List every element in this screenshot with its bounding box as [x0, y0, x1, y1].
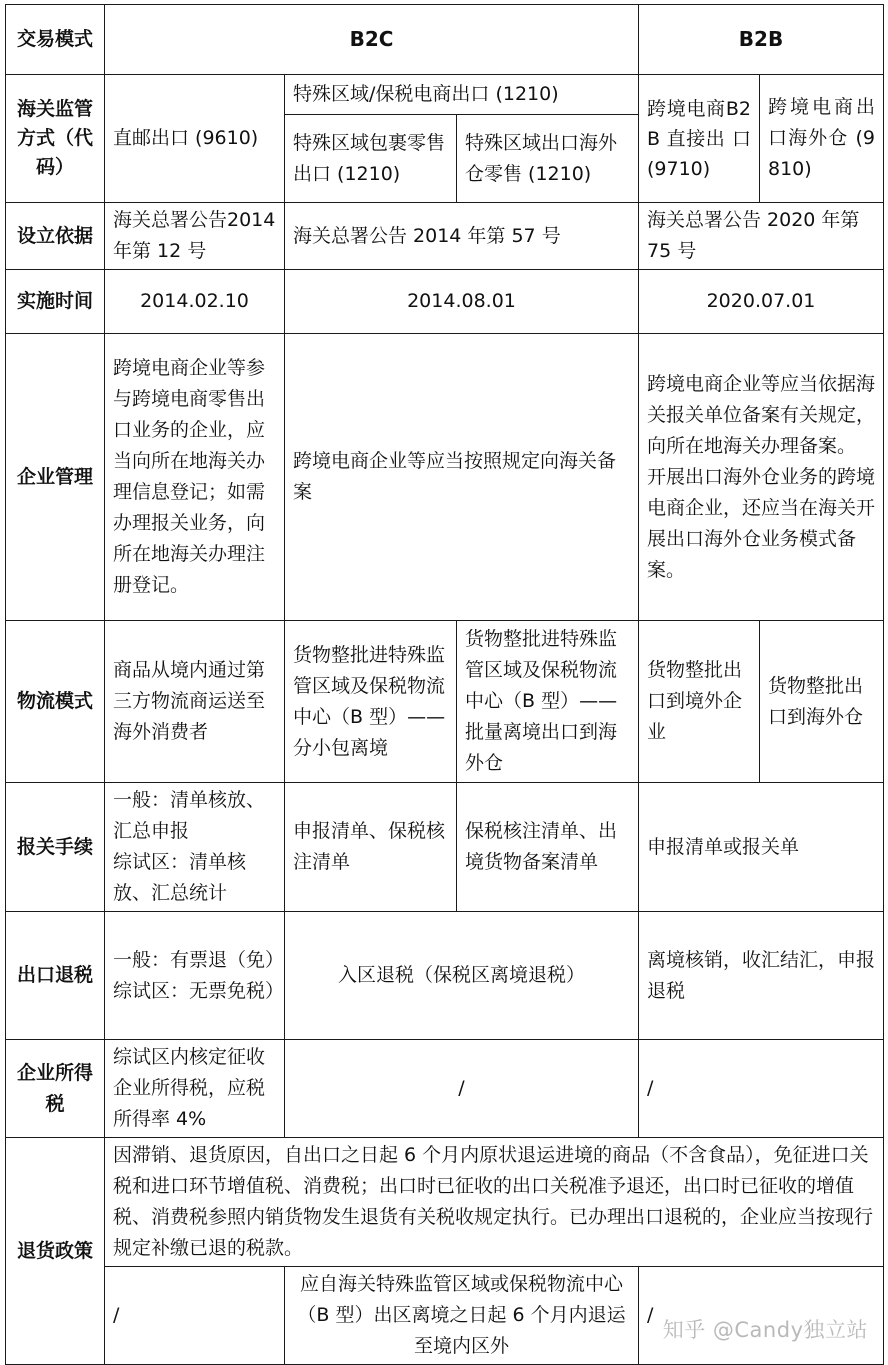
supervision-bonded-group: 特殊区域/保税电商出口 (1210)	[285, 75, 639, 115]
header-enterprise: 企业管理	[6, 334, 105, 621]
logistics-c2: 货物整批进特殊监管区域及保税物流中心（B 型）——分小包离境	[285, 621, 457, 783]
supervision-b2b-overseas: 跨境电商出口海外仓 (9810)	[760, 75, 884, 203]
refund-c1-zone: 综试区：无票免税）	[113, 979, 285, 1002]
customs-c1-general: 一般：清单核放、汇总申报	[113, 789, 266, 842]
customs-c1	[105, 783, 285, 912]
row-basis	[6, 203, 884, 270]
income-tax-c2: /	[285, 1040, 639, 1138]
date-c2: 2014.08.01	[285, 270, 639, 334]
refund-c3: 离境核销，收汇结汇，申报退税	[639, 912, 884, 1040]
header-refund: 出口退税	[6, 912, 105, 1040]
row-date	[6, 270, 884, 334]
logistics-c5: 货物整批出口到海外仓	[760, 621, 884, 783]
return-c1: /	[105, 1267, 285, 1365]
enterprise-c3-para1: 跨境电商企业等应当依据海关报关单位备案有关规定，向所在地海关办理备案。	[647, 372, 876, 457]
row-supervision	[6, 75, 884, 115]
header-date: 实施时间	[6, 270, 105, 334]
supervision-direct-mail: 直邮出口 (9610)	[105, 75, 285, 203]
logistics-c1: 商品从境内通过第三方物流商运送至海外消费者	[105, 621, 285, 783]
supervision-special-parcel: 特殊区域包裹零售出口 (1210)	[285, 115, 457, 203]
enterprise-c3	[639, 334, 884, 621]
enterprise-c3-para2: 开展出口海外仓业务的跨境电商企业，还应当在海关开展出口海外仓业务模式备案。	[647, 465, 876, 581]
customs-c2: 申报清单、保税核注清单	[285, 783, 457, 912]
row-trade-mode	[6, 5, 884, 75]
header-basis: 设立依据	[6, 203, 105, 270]
row-logistics	[6, 621, 884, 783]
logistics-c3: 货物整批进特殊监管区域及保税物流中心（B 型）——批量离境出口到海外仓	[457, 621, 639, 783]
customs-c3: 保税核注清单、出境货物备案清单	[457, 783, 639, 912]
basis-c1: 海关总署公告2014 年第 12 号	[105, 203, 285, 270]
return-c2: 应自海关特殊监管区域或保税物流中心（B 型）出区离境之日起 6 个月内退运至境内区外	[285, 1267, 639, 1365]
supervision-b2b-direct: 跨境电商B2B 直接出 口 (9710)	[639, 75, 760, 203]
row-refund	[6, 912, 884, 1040]
customs-c4: 申报清单或报关单	[639, 783, 884, 912]
return-c3: /	[639, 1267, 884, 1365]
mode-b2c: B2C	[105, 5, 639, 75]
income-tax-c1: 综试区内核定征收企业所得税，应税所得率 4%	[105, 1040, 285, 1138]
customs-c1-zone: 综试区：清单核放、汇总统计	[113, 851, 247, 904]
header-customs: 报关手续	[6, 783, 105, 912]
logistics-c4: 货物整批出口到境外企业	[639, 621, 760, 783]
header-logistics: 物流模式	[6, 621, 105, 783]
customs-comparison-table	[5, 4, 884, 1365]
row-enterprise	[6, 334, 884, 621]
header-trade-mode: 交易模式	[6, 5, 105, 75]
supervision-special-overseas: 特殊区域出口海外仓零售 (1210)	[457, 115, 639, 203]
refund-c2: 入区退税（保税区离境退税）	[285, 912, 639, 1040]
row-income-tax	[6, 1040, 884, 1138]
date-c1: 2014.02.10	[105, 270, 285, 334]
header-supervision: 海关监管方式（代码）	[6, 75, 105, 203]
refund-c1-general: 一般：有票退（免）	[113, 948, 285, 971]
income-tax-c3: /	[639, 1040, 884, 1138]
watermark: 知乎 @Candy独立站	[662, 1318, 868, 1342]
basis-c3: 海关总署公告 2020 年第 75 号	[639, 203, 884, 270]
header-income-tax: 企业所得税	[6, 1040, 105, 1138]
return-main: 因滞销、退货原因，自出口之日起 6 个月内原状退运进境的商品（不含食品），免征进口关税和进口环节增值税、消费税；出口时已征收的出口关税准予退还，出口时已征收的增值税、消费税参照内销货物发生退货有关税收规定执行。已办理出口退税的，企业应当按现行规定补缴已退的税款。	[105, 1138, 884, 1267]
row-customs	[6, 783, 884, 912]
enterprise-c2: 跨境电商企业等应当按照规定向海关备案	[285, 334, 639, 621]
date-c3: 2020.07.01	[639, 270, 884, 334]
row-return	[6, 1138, 884, 1267]
mode-b2b: B2B	[639, 5, 884, 75]
enterprise-c1: 跨境电商企业等参与跨境电商零售出口业务的企业，应当向所在地海关办理信息登记；如需办理报关业务，向所在地海关办理注册登记。	[105, 334, 285, 621]
basis-c2: 海关总署公告 2014 年第 57 号	[285, 203, 639, 270]
refund-c1	[105, 912, 285, 1040]
header-return: 退货政策	[6, 1138, 105, 1365]
